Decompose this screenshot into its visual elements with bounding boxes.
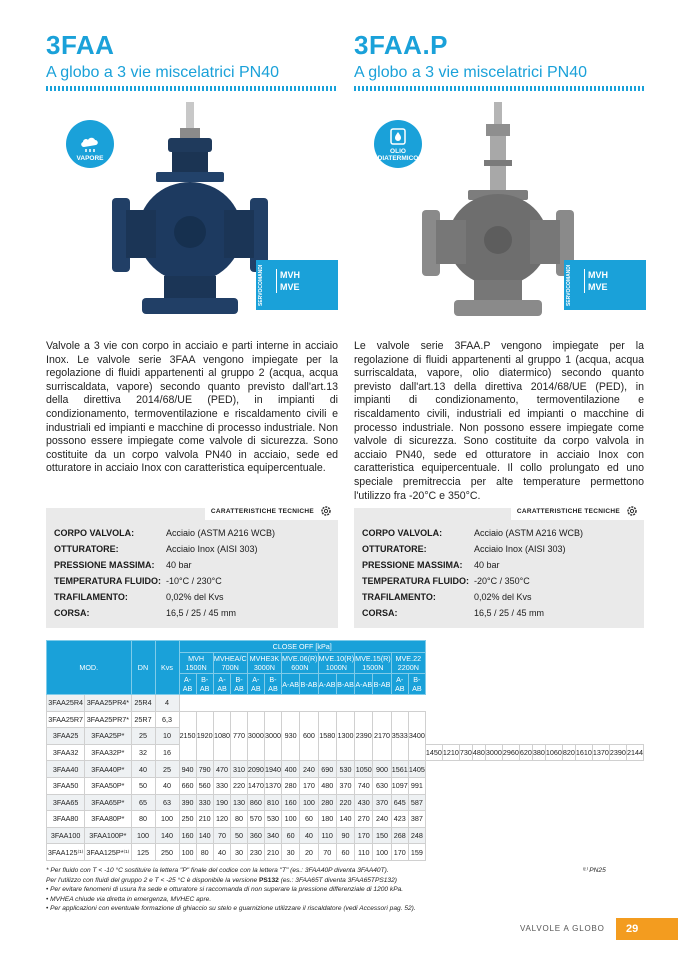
table-cell: 170 xyxy=(391,844,408,861)
mod-header: MOD. xyxy=(47,641,132,695)
table-cell: 370 xyxy=(336,777,354,794)
direction-header: B-AB xyxy=(231,674,247,695)
table-cell: 80 xyxy=(196,844,213,861)
table-row xyxy=(47,844,644,861)
table-cell: 620 xyxy=(519,744,532,761)
note: • Per applicazioni con eventuale formazione di ghiaccio su stelo e guarnizione utilizzare il riscaldatore (vedi Accessori pag. 52). xyxy=(46,905,416,913)
table-cell: 100 xyxy=(300,794,318,811)
table-cell: 3FAA25R7 xyxy=(47,711,85,728)
table-cell: 140 xyxy=(196,827,213,844)
table-cell: 230 xyxy=(247,844,264,861)
actuator-code: MVH xyxy=(584,269,608,281)
actuator-code: MVH xyxy=(276,269,300,281)
table-cell: 3FAA125P*⁽¹⁾ xyxy=(85,844,131,861)
table-row xyxy=(47,794,644,811)
direction-header: A-AB xyxy=(213,674,231,695)
table-cell: 390 xyxy=(179,794,196,811)
table-cell: 2150 xyxy=(179,711,196,761)
spec-row: CORPO VALVOLA: Acciaio (ASTM A216 WCB) xyxy=(54,528,276,538)
note: * Per fluido con T < -10 °C sostituire la lettera "P" finale del codice con la lettera "T" (es.: 3FAA40P diventa 3FAA40T). xyxy=(46,867,389,874)
table-cell: 220 xyxy=(231,777,247,794)
table-cell: 4 xyxy=(155,695,179,712)
servocomandi-panel-left xyxy=(256,260,338,310)
table-row xyxy=(47,695,644,712)
table-row xyxy=(47,811,644,828)
table-cell: 60 xyxy=(300,811,318,828)
table-row xyxy=(47,761,644,778)
table-cell: 190 xyxy=(213,794,231,811)
direction-header: A-AB xyxy=(282,674,300,695)
table-cell: 40 xyxy=(300,827,318,844)
specs-panel-left xyxy=(46,508,338,628)
note: • Per evitare fenomeni di usura fra sede e otturatore si raccomanda di non superare la pressione differenziale di 1200 kPa. xyxy=(46,886,404,894)
table-cell: 770 xyxy=(231,711,247,761)
table-cell: 600 xyxy=(300,711,318,761)
table-cell: 40 xyxy=(155,777,179,794)
table-cell: 80 xyxy=(231,811,247,828)
table-cell: 930 xyxy=(282,711,300,761)
servocomandi-panel-right xyxy=(564,260,646,310)
product-image-left xyxy=(46,100,338,328)
spec-row: PRESSIONE MASSIMA: 40 bar xyxy=(362,560,500,570)
table-row xyxy=(47,711,644,728)
direction-header: A-AB xyxy=(318,674,336,695)
steam-icon xyxy=(79,135,101,153)
table-cell: 100 xyxy=(179,844,196,861)
table-cell: 60 xyxy=(336,844,354,861)
actuator-group-header: MVHE3K 3000N xyxy=(247,653,281,674)
table-cell: 159 xyxy=(408,844,425,861)
direction-header: A-AB xyxy=(391,674,408,695)
table-cell: 25 xyxy=(131,728,155,745)
actuator-group-header: MVE.22 2200N xyxy=(391,653,425,674)
table-cell: 560 xyxy=(196,777,213,794)
table-cell: 65 xyxy=(131,794,155,811)
table-cell: 250 xyxy=(179,811,196,828)
table-cell: 100 xyxy=(131,827,155,844)
table-cell: 3FAA100 xyxy=(47,827,85,844)
table-cell: 790 xyxy=(196,761,213,778)
table-cell: 330 xyxy=(196,794,213,811)
table-cell: 645 xyxy=(391,794,408,811)
spec-row: TRAFILAMENTO: 0,02% del Kvs xyxy=(54,592,224,602)
spec-row: TEMPERATURA FLUIDO: -20°C / 350°C xyxy=(362,576,530,586)
description-right: Le valvole serie 3FAA.P vengono impiegate per la regolazione di fluidi appartenenti al gruppo 1 (acqua, acqua surriscaldata, vapore, olio diatermico) secondo quanto previsto dall'art.13 della direttiva 2014/68/UE (PED), in impianti di condizionamento, termoventilazione e riscaldamento civili, industriali ed impianti o macchine di processo industriale. Non possono essere impiegate come valvole di sicurezza. Sono costituite da corpo valvola in acciaio PN40, sede ed otturatore in acciaio Inox con caratteristica equipercentuale. Il collo prolungato ed uno speciale premitreccia per alte temperature permettono l'utilizzo fra -20°C e 350°C. xyxy=(354,340,644,502)
table-cell: 110 xyxy=(318,827,336,844)
close-off-table xyxy=(46,640,644,861)
direction-header: B-AB xyxy=(264,674,281,695)
table-cell: 1080 xyxy=(213,711,231,761)
spec-row: TEMPERATURA FLUIDO: -10°C / 230°C xyxy=(54,576,222,586)
table-cell: 2960 xyxy=(502,744,519,761)
table-cell: 248 xyxy=(408,827,425,844)
table-cell: 125 xyxy=(131,844,155,861)
oil-drop-icon xyxy=(388,126,408,146)
table-cell: 6,3 xyxy=(155,711,179,728)
valve-3faa-image xyxy=(106,100,276,325)
table-cell: 3FAA100P* xyxy=(85,827,131,844)
table-cell: 3FAA50P* xyxy=(85,777,131,794)
page-title-right: 3FAA.P xyxy=(354,30,449,60)
table-cell: 1370 xyxy=(592,744,609,761)
specs-title: CARATTERISTICHE TECNICHE xyxy=(516,507,620,515)
table-cell: 330 xyxy=(213,777,231,794)
table-cell: 470 xyxy=(213,761,231,778)
table-cell: 280 xyxy=(318,794,336,811)
footnotes xyxy=(46,866,644,914)
table-cell: 250 xyxy=(155,844,179,861)
direction-header: A-AB xyxy=(247,674,264,695)
table-cell: 60 xyxy=(282,827,300,844)
table-cell: 110 xyxy=(355,844,373,861)
table-cell: 1405 xyxy=(408,761,425,778)
table-cell: 100 xyxy=(373,844,391,861)
table-cell: 25R4 xyxy=(131,695,155,712)
table-cell: 70 xyxy=(318,844,336,861)
table-cell: 400 xyxy=(282,761,300,778)
table-cell: 32 xyxy=(131,744,155,761)
table-cell: 1561 xyxy=(391,761,408,778)
table-cell: 50 xyxy=(131,777,155,794)
table-cell: 730 xyxy=(459,744,472,761)
table-cell: 360 xyxy=(247,827,264,844)
actuator-group-header: MVE.06(R) 600N xyxy=(282,654,318,672)
table-cell: 25 xyxy=(155,761,179,778)
table-cell: 810 xyxy=(264,794,281,811)
table-cell: 10 xyxy=(155,728,179,745)
table-cell: 1097 xyxy=(391,777,408,794)
table-cell: 80 xyxy=(131,811,155,828)
specs-heading xyxy=(205,502,338,520)
table-cell: 160 xyxy=(179,827,196,844)
table-cell: 370 xyxy=(373,794,391,811)
spec-row: CORSA: 16,5 / 25 / 45 mm xyxy=(54,608,237,618)
table-cell: 3FAA40 xyxy=(47,761,85,778)
pn25-note: ⁽¹⁾ PN25 xyxy=(582,867,606,874)
table-row xyxy=(47,827,644,844)
note: Per l'utilizzo con fluidi del gruppo 2 e T < -25 °C è disponibile la versione PS132 (es.: 3FAA65T diventa 3FAA65TPS132) xyxy=(46,876,397,884)
footer-section-label: VALVOLE A GLOBO xyxy=(520,924,605,933)
table-cell: 530 xyxy=(336,761,354,778)
table-cell: 3FAA65P* xyxy=(85,794,131,811)
table-cell: 820 xyxy=(562,744,575,761)
table-cell: 2170 xyxy=(373,711,391,761)
table-cell: 170 xyxy=(300,777,318,794)
table-cell: 1450 xyxy=(425,744,442,761)
table-cell: 3FAA40P* xyxy=(85,761,131,778)
table-cell: 210 xyxy=(264,844,281,861)
table-cell: 660 xyxy=(179,777,196,794)
table-cell: 3FAA80P* xyxy=(85,811,131,828)
direction-header: B-AB xyxy=(300,674,318,695)
spec-row: TRAFILAMENTO: 0,02% del Kvs xyxy=(362,592,532,602)
table-row xyxy=(47,777,644,794)
table-cell: 3FAA25PR7* xyxy=(85,711,131,728)
table-cell: 130 xyxy=(231,794,247,811)
spec-row: OTTURATORE: Acciaio Inox (AISI 303) xyxy=(54,544,258,554)
table-cell: 90 xyxy=(336,827,354,844)
table-cell: 140 xyxy=(155,827,179,844)
table-cell: 3FAA25PR4* xyxy=(85,695,131,712)
direction-header: A-AB xyxy=(179,674,196,695)
table-cell: 1580 xyxy=(318,711,336,761)
table-cell: 480 xyxy=(318,777,336,794)
actuator-code: MVE xyxy=(276,281,300,293)
table-cell: 587 xyxy=(408,794,425,811)
table-cell: 50 xyxy=(231,827,247,844)
table-cell: 3FAA25P* xyxy=(85,728,131,745)
table-cell: 100 xyxy=(155,811,179,828)
page-title-left: 3FAA xyxy=(46,30,115,60)
actuator-group-header: MVE.15(R) 1500N xyxy=(355,654,391,672)
table-cell: 270 xyxy=(355,811,373,828)
table-cell: 3000 xyxy=(247,711,264,761)
gear-icon xyxy=(626,505,638,517)
dotted-rule xyxy=(354,86,644,91)
spec-row: CORSA: 16,5 / 25 / 45 mm xyxy=(362,608,545,618)
note: • MVHEA chiude via diretta in emergenza, MVHEC apre. xyxy=(46,895,212,903)
table-cell: 3000 xyxy=(264,711,281,761)
table-cell: 240 xyxy=(373,811,391,828)
actuator-code: MVE xyxy=(584,281,608,293)
table-cell: 268 xyxy=(391,827,408,844)
table-cell: 140 xyxy=(336,811,354,828)
actuator-group-header: MVHEA/C 700N xyxy=(213,654,247,672)
spec-row: PRESSIONE MASSIMA: 40 bar xyxy=(54,560,192,570)
table-cell: 100 xyxy=(282,811,300,828)
table-cell: 220 xyxy=(336,794,354,811)
table-cell: 150 xyxy=(373,827,391,844)
table-cell: 1610 xyxy=(575,744,592,761)
table-cell: 120 xyxy=(213,811,231,828)
table-cell: 1300 xyxy=(336,711,354,761)
spec-row: CORPO VALVOLA: Acciaio (ASTM A216 WCB) xyxy=(362,528,584,538)
table-cell: 25R7 xyxy=(131,711,155,728)
close-off-header: CLOSE OFF [kPa] xyxy=(179,641,425,653)
product-image-right xyxy=(354,100,646,328)
table-cell: 3FAA125⁽¹⁾ xyxy=(47,844,85,861)
table-cell: 30 xyxy=(282,844,300,861)
dn-header: DN xyxy=(131,641,155,695)
direction-header: B-AB xyxy=(336,674,354,695)
table-cell: 280 xyxy=(282,777,300,794)
actuator-group-header: MVH 1500N xyxy=(179,653,213,674)
specs-heading xyxy=(511,502,644,520)
table-cell: 3FAA32 xyxy=(47,744,85,761)
table-cell: 1370 xyxy=(264,777,281,794)
table-cell: 3FAA25 xyxy=(47,728,85,745)
badge-label: VAPORE xyxy=(76,155,104,162)
table-cell: 240 xyxy=(300,761,318,778)
table-cell: 30 xyxy=(231,844,247,861)
table-cell: 40 xyxy=(131,761,155,778)
subtitle-right: A globo a 3 vie miscelatrici PN40 xyxy=(354,64,587,81)
servocomandi-label: SERVOCOMANDI xyxy=(258,264,264,306)
page-number: 29 xyxy=(616,918,678,940)
table-cell: 210 xyxy=(196,811,213,828)
table-cell: 16 xyxy=(155,744,179,761)
table-cell: 1470 xyxy=(247,777,264,794)
table-cell: 1060 xyxy=(545,744,562,761)
table-cell: 3FAA50 xyxy=(47,777,85,794)
table-cell: 860 xyxy=(247,794,264,811)
direction-header: B-AB xyxy=(196,674,213,695)
badge-label: OLIO DIATERMICO xyxy=(377,148,419,162)
table-cell: 310 xyxy=(231,761,247,778)
table-cell: 480 xyxy=(472,744,485,761)
table-cell: 20 xyxy=(300,844,318,861)
table-cell: 340 xyxy=(264,827,281,844)
table-cell: 423 xyxy=(391,811,408,828)
table-cell: 3FAA80 xyxy=(47,811,85,828)
table-cell: 3FAA25R4 xyxy=(47,695,85,712)
table-cell: 170 xyxy=(355,827,373,844)
table-cell: 570 xyxy=(247,811,264,828)
table-cell: 387 xyxy=(408,811,425,828)
table-cell: 2390 xyxy=(609,744,626,761)
table-cell: 40 xyxy=(213,844,231,861)
table-cell: 160 xyxy=(282,794,300,811)
table-cell: 740 xyxy=(355,777,373,794)
table-cell: 1050 xyxy=(355,761,373,778)
table-cell: 530 xyxy=(264,811,281,828)
direction-header: A-AB xyxy=(355,674,373,695)
table-cell: 2144 xyxy=(626,744,643,761)
direction-header: B-AB xyxy=(408,674,425,695)
table-cell: 380 xyxy=(532,744,545,761)
servocomandi-label: SERVOCOMANDI xyxy=(566,264,572,306)
actuator-group-header: MVE.10(R) 1000N xyxy=(318,654,355,672)
specs-title: CARATTERISTICHE TECNICHE xyxy=(210,507,314,515)
kvs-header: Kvs xyxy=(155,641,179,695)
specs-panel-right xyxy=(354,508,644,628)
direction-header: B-AB xyxy=(373,674,391,695)
table-cell: 180 xyxy=(318,811,336,828)
table-cell: 70 xyxy=(213,827,231,844)
table-cell: 3400 xyxy=(408,711,425,761)
table-cell: 430 xyxy=(355,794,373,811)
spec-row: OTTURATORE: Acciaio Inox (AISI 303) xyxy=(362,544,566,554)
table-cell: 630 xyxy=(373,777,391,794)
table-cell: 2090 xyxy=(247,761,264,778)
table-cell: 63 xyxy=(155,794,179,811)
gear-icon xyxy=(320,505,332,517)
table-cell: 900 xyxy=(373,761,391,778)
table-cell: 1210 xyxy=(442,744,459,761)
table-cell: 3533 xyxy=(391,711,408,761)
table-cell: 2390 xyxy=(355,711,373,761)
table-cell: 3FAA65 xyxy=(47,794,85,811)
table-cell: 3000 xyxy=(485,744,502,761)
subtitle-left: A globo a 3 vie miscelatrici PN40 xyxy=(46,64,279,81)
dotted-rule xyxy=(46,86,338,91)
table-cell: 991 xyxy=(408,777,425,794)
table-cell: 690 xyxy=(318,761,336,778)
table-cell: 940 xyxy=(179,761,196,778)
valve-3faa-p-image xyxy=(414,100,584,325)
table-cell: 1940 xyxy=(264,761,281,778)
table-cell: 1920 xyxy=(196,711,213,761)
table-cell: 3FAA32P* xyxy=(85,744,131,761)
description-left: Valvole a 3 vie con corpo in acciaio e parti interne in acciaio Inox. Le valvole serie 3FAA vengono impiegate per la regolazione di fluidi appartenenti al gruppo 2 (acqua, acqua surriscaldata, vapore) secondo quanto previsto dall'art.13 della direttiva 2014/68/UE (PED), in impianti di condizionamento, termoventilazione e riscaldamento civili e industriali ed impianti e macchine di processo industriale. Non possono essere impiegate come valvole di sicurezza. Sono costituite da un corpo valvola PN40 in acciaio, sede ed otturatore in acciaio Inox con caratteristica equipercentuale. xyxy=(46,340,338,475)
